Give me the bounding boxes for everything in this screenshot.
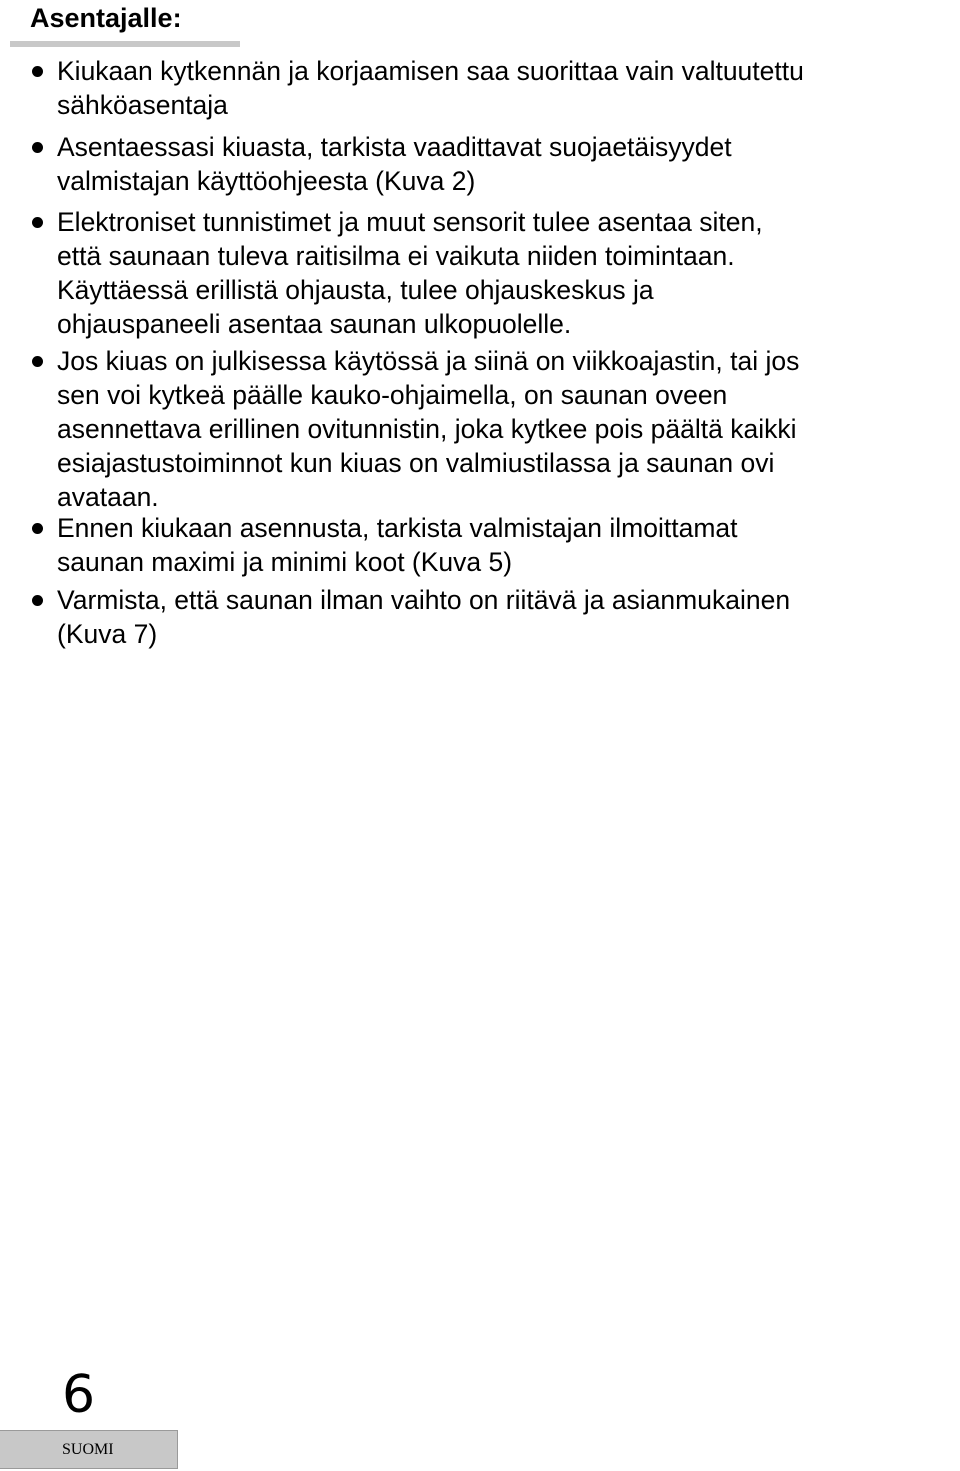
list-item (57, 344, 957, 514)
list-item-line: (Kuva 7) (57, 619, 158, 649)
page-number: 6 (62, 1365, 96, 1425)
list-item-line: Käyttäessä erillistä ohjausta, tulee ohjauskeskus ja (57, 275, 654, 305)
list-item-line: Kiukaan kytkennän ja korjaamisen saa suorittaa vain valtuutettu (57, 56, 804, 86)
language-tab (0, 1430, 178, 1469)
list-item-line: että saunaan tuleva raitisilma ei vaikuta niiden toimintaan. (57, 241, 735, 271)
list-item-line: sähköasentaja (57, 90, 228, 120)
bullet-icon (32, 356, 43, 367)
list-item (57, 511, 957, 579)
language-label: SUOMI (62, 1441, 114, 1458)
bullet-icon (32, 142, 43, 153)
list-item-line: esiajastustoiminnot kun kiuas on valmiustilassa ja saunan ovi (57, 448, 775, 478)
list-item-line: avataan. (57, 482, 159, 512)
list-item (57, 130, 957, 198)
list-item-line: Varmista, että saunan ilman vaihto on riitävä ja asianmukainen (57, 585, 791, 615)
bullet-icon (32, 217, 43, 228)
section-heading: Asentajalle: (30, 3, 182, 33)
list-item-line: asennettava erillinen ovitunnistin, joka kytkee pois päältä kaikki (57, 414, 797, 444)
list-item-line: Ennen kiukaan asennusta, tarkista valmistajan ilmoittamat (57, 513, 738, 543)
bullet-icon (32, 595, 43, 606)
list-item-line: Jos kiuas on julkisessa käytössä ja siinä on viikkoajastin, tai jos (57, 346, 800, 376)
list-item-line: valmistajan käyttöohjeesta (Kuva 2) (57, 166, 476, 196)
list-item-line: Asentaessasi kiuasta, tarkista vaadittavat suojaetäisyydet (57, 132, 732, 162)
list-item (57, 54, 957, 122)
bullet-icon (32, 523, 43, 534)
list-item-line: Elektroniset tunnistimet ja muut sensorit tulee asentaa siten, (57, 207, 763, 237)
list-item-line: ohjauspaneeli asentaa saunan ulkopuolelle. (57, 309, 572, 339)
bullet-icon (32, 66, 43, 77)
list-item (57, 583, 957, 651)
list-item (57, 205, 957, 341)
list-item-line: sen voi kytkeä päälle kauko-ohjaimella, on saunan oveen (57, 380, 728, 410)
list-item-line: saunan maximi ja minimi koot (Kuva 5) (57, 547, 513, 577)
heading-underline (10, 41, 240, 47)
